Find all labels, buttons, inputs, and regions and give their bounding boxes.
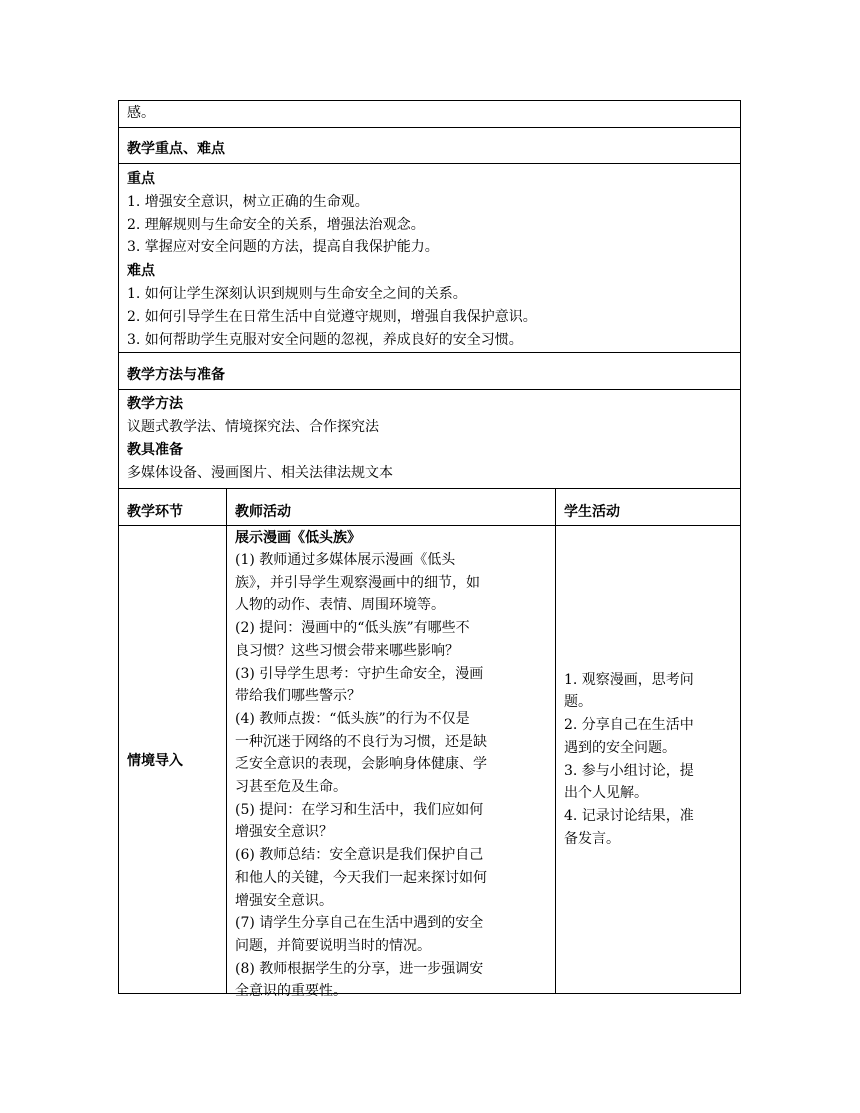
student-line: 出个人见解。: [564, 785, 648, 802]
header-cell: [227, 489, 556, 525]
teacher-line: (1) 教师通过多媒体展示漫画《低头: [235, 552, 456, 568]
header-cell: [119, 489, 227, 525]
key-points-content: [119, 164, 740, 353]
stage-label: 情境导入: [127, 752, 183, 769]
student-cell: [556, 526, 740, 993]
teacher-line: 增强安全意识？: [235, 824, 333, 841]
student-line: 遇到的安全问题。: [564, 739, 676, 756]
list-item: 3. 掌握应对安全问题的方法，提高自我保护能力。: [127, 239, 439, 256]
list-item: 1. 增强安全意识，树立正确的生命观。: [127, 194, 369, 210]
teacher-line: (3) 引导学生思考：守护生命安全，漫画: [235, 665, 484, 682]
teacher-line: (5) 提问：在学习和生活中，我们应如何: [235, 801, 484, 818]
student-line: 4. 记录讨论结果，准: [564, 807, 694, 824]
list-item: 1. 如何让学生深刻认识到规则与生命安全之间的关系。: [127, 286, 467, 303]
teacher-line: 带给我们哪些警示？: [235, 688, 361, 705]
teacher-line: 和他人的关键，今天我们一起来探讨如何: [235, 869, 487, 886]
header-student: 学生活动: [564, 504, 620, 520]
teacher-lines: [235, 549, 547, 1003]
list-item: 2. 如何引导学生在日常生活中自觉遵守规则，增强自我保护意识。: [127, 308, 537, 325]
continuation-row: [119, 101, 740, 128]
table-row: [119, 526, 740, 1000]
header-stage: 教学环节: [127, 504, 183, 520]
teacher-line: 族》，并引导学生观察漫画中的细节，如: [235, 574, 480, 591]
teacher-line: 增强安全意识。: [235, 892, 333, 909]
zhongdian-list: [127, 191, 732, 259]
header-teacher: 教师活动: [235, 504, 291, 520]
lesson-plan-table: [118, 100, 741, 1000]
header-cell: [556, 489, 740, 525]
teacher-line: 全意识的重要性。: [235, 983, 347, 1000]
teacher-line: (8) 教师根据学生的分享，进一步强调安: [235, 960, 484, 977]
list-item: 3. 如何帮助学生克服对安全问题的忽视，养成良好的安全习惯。: [127, 331, 523, 348]
table-header-row: [119, 489, 740, 526]
section-methods-header: [119, 353, 740, 390]
zhongdian-label: 重点: [127, 171, 155, 187]
student-line: 3. 参与小组讨论，提: [564, 762, 694, 779]
section-title: 教学方法与准备: [127, 367, 225, 383]
teacher-line: 乏安全意识的表现，会影响身体健康、学: [235, 756, 487, 773]
student-line: 1. 观察漫画，思考问: [564, 671, 694, 688]
student-line: 2. 分享自己在生活中: [564, 717, 694, 734]
teacher-line: 良习惯？这些习惯会带来哪些影响？: [235, 642, 459, 659]
teacher-line: (4) 教师点拨：“低头族”的行为不仅是: [235, 710, 470, 727]
teacher-cell: [227, 526, 556, 1000]
student-line: 题。: [564, 694, 592, 711]
tools-label: 教具准备: [127, 441, 183, 458]
stage-cell: [119, 526, 227, 993]
continuation-text: 感。: [127, 105, 155, 121]
methods-content: [119, 390, 740, 489]
method-text: 议题式教学法、情境探究法、合作探究法: [127, 419, 379, 435]
teacher-line: 人物的动作、表情、周围环境等。: [235, 597, 445, 614]
teacher-line: (2) 提问：漫画中的“低头族”有哪些不: [235, 620, 470, 637]
teacher-line: 一种沉迷于网络的不良行为习惯，还是缺: [235, 733, 487, 750]
student-line: 备发言。: [564, 830, 620, 847]
method-label: 教学方法: [127, 396, 183, 412]
teacher-title: 展示漫画《低头族》: [235, 530, 361, 546]
nandian-list: [127, 283, 732, 351]
tools-text: 多媒体设备、漫画图片、相关法律法规文本: [127, 464, 393, 481]
teacher-line: (7) 请学生分享自己在生活中遇到的安全: [235, 915, 484, 932]
section-key-points-header: [119, 128, 740, 164]
student-lines: [564, 669, 694, 851]
list-item: 2. 理解规则与生命安全的关系，增强法治观念。: [127, 216, 425, 233]
teacher-line: 习甚至危及生命。: [235, 779, 347, 796]
section-title: 教学重点、难点: [127, 141, 225, 157]
teacher-line: (6) 教师总结：安全意识是我们保护自己: [235, 847, 484, 864]
nandian-label: 难点: [127, 263, 155, 280]
teacher-line: 问题，并简要说明当时的情况。: [235, 937, 431, 954]
